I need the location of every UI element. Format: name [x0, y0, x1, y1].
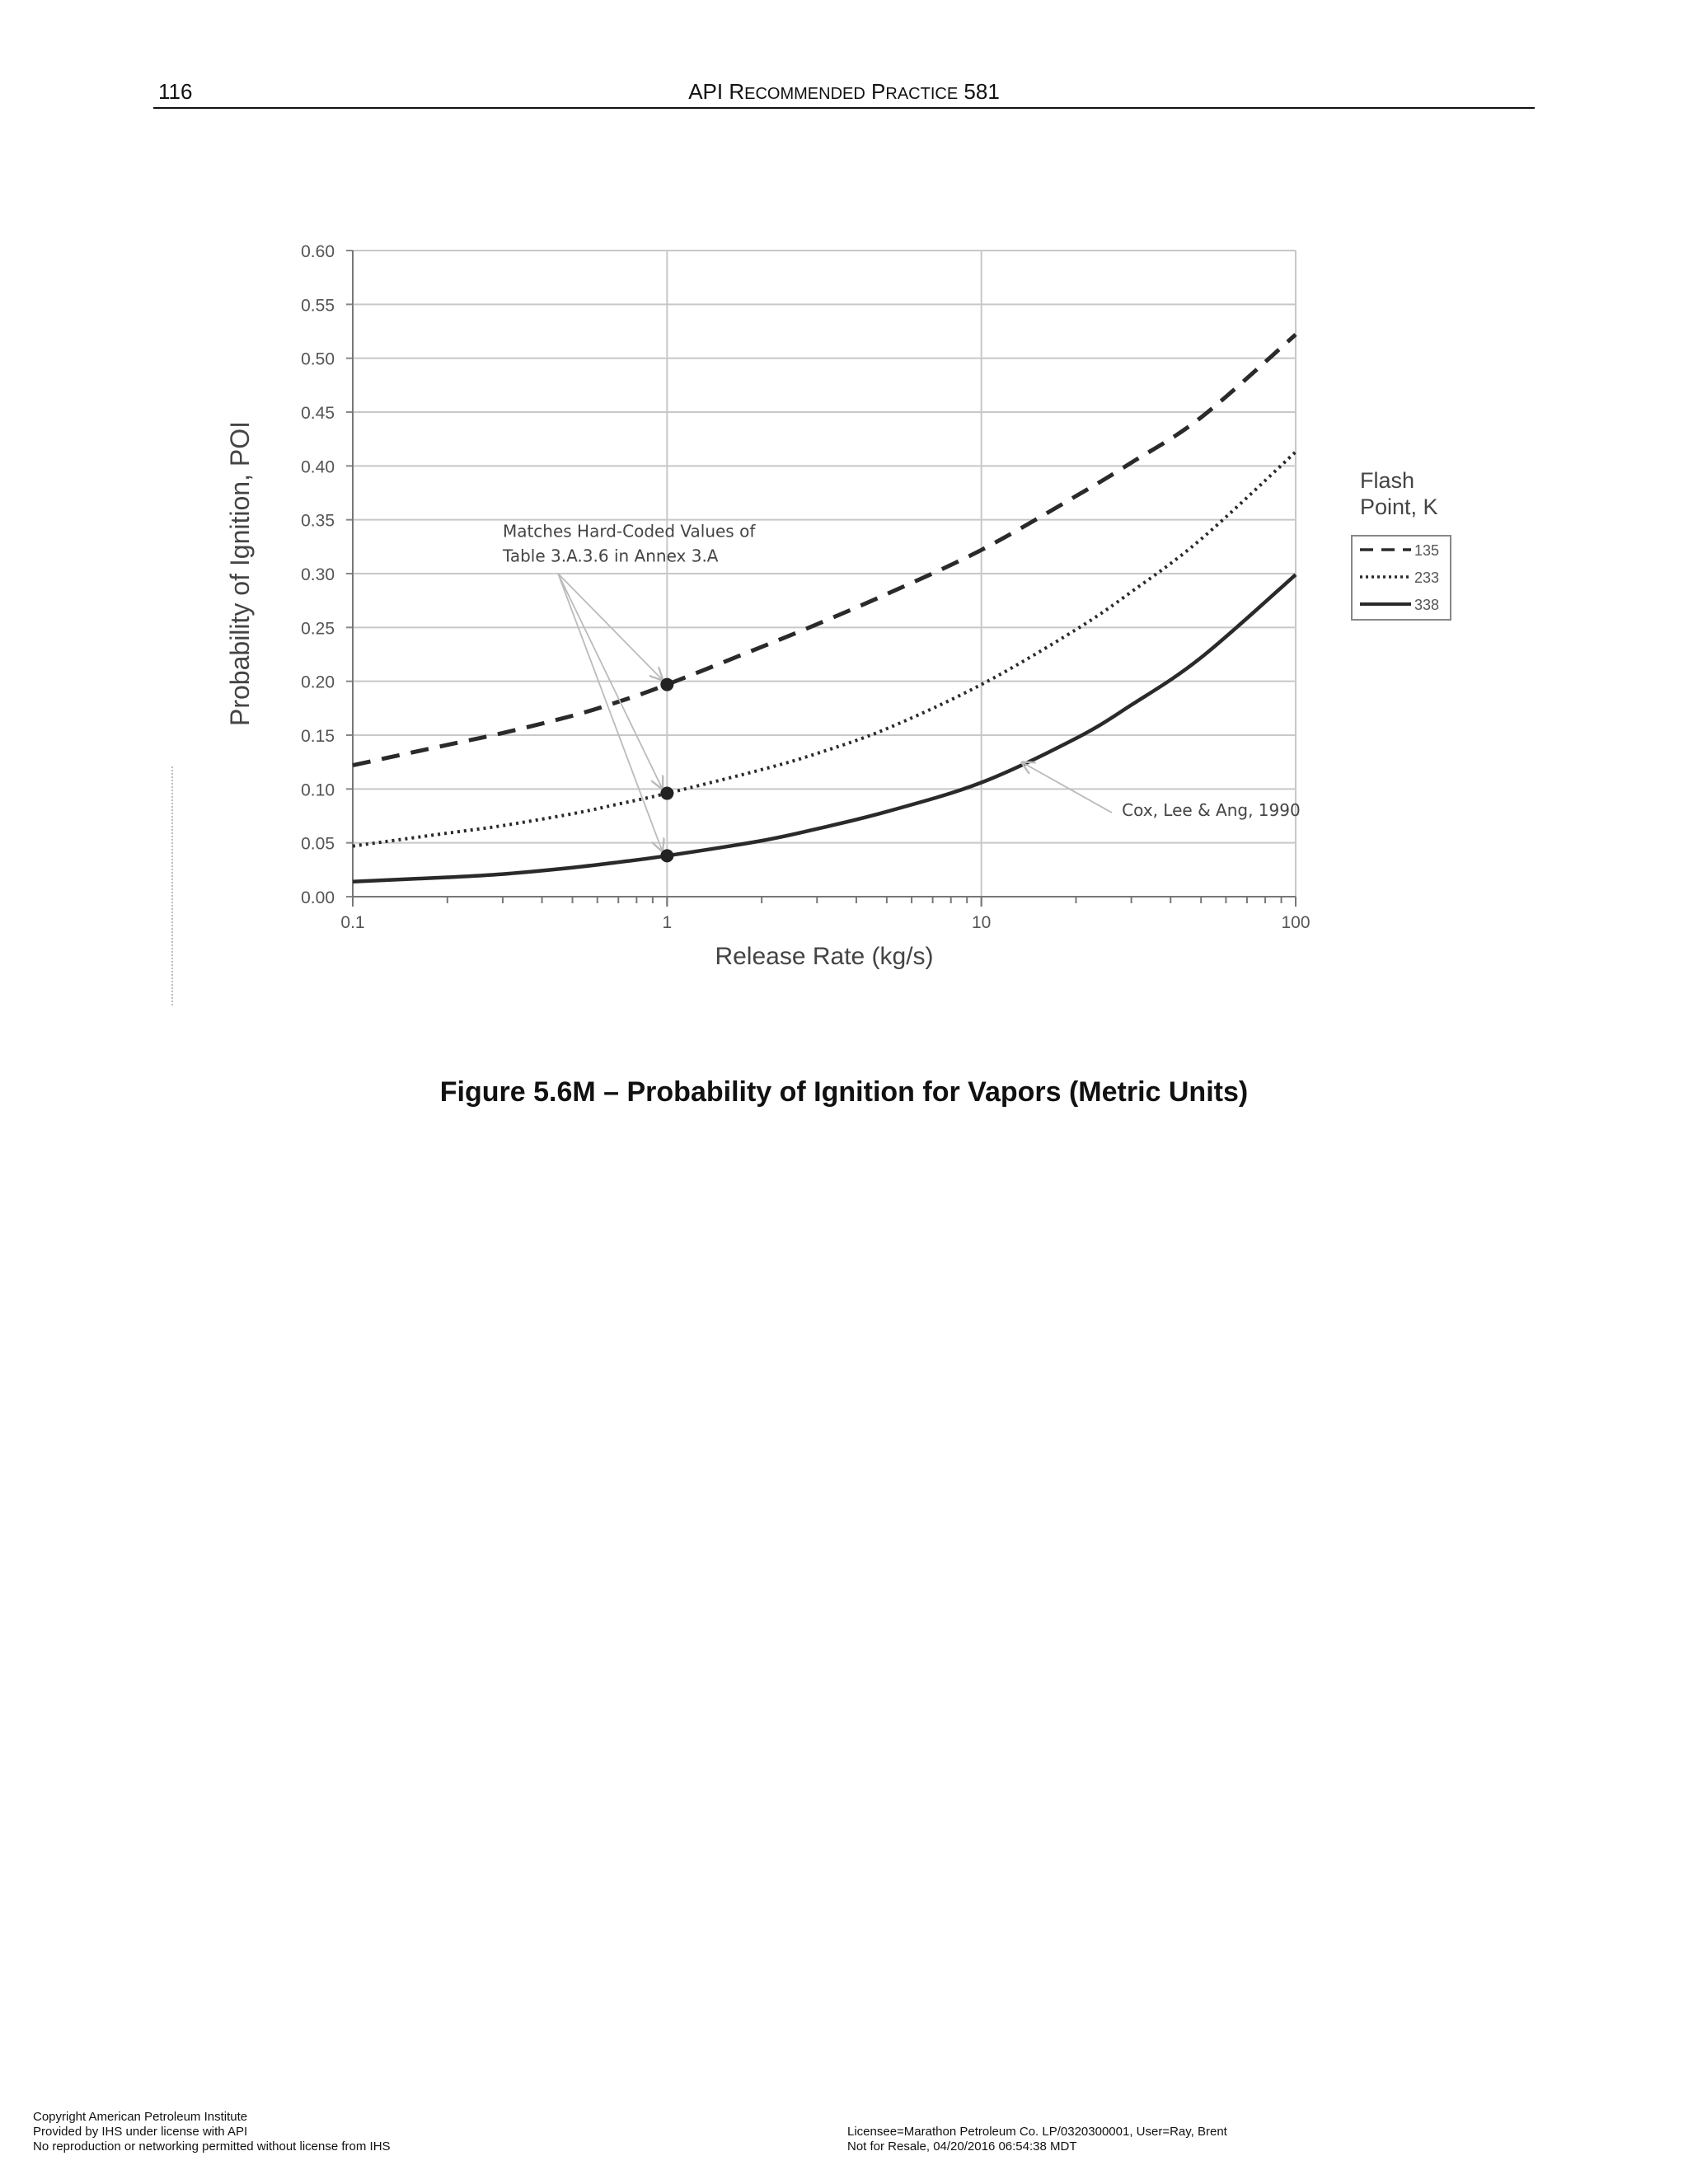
running-header-part: P — [865, 79, 886, 104]
x-tick-label: 0.1 — [340, 913, 365, 932]
page-number: 116 — [158, 79, 193, 104]
data-point-marker — [660, 849, 673, 862]
figure-caption: Figure 5.6M – Probability of Ignition for Vapors (Metric Units) — [439, 1076, 1249, 1108]
y-tick-label: 0.30 — [301, 565, 335, 584]
y-tick-label: 0.20 — [301, 673, 335, 692]
running-header-part: ECOMMENDED — [744, 85, 865, 103]
footer-copyright — [33, 2110, 391, 2154]
x-tick-label: 100 — [1281, 913, 1311, 932]
running-header-part: RACTICE — [885, 85, 959, 103]
y-tick-label: 0.05 — [301, 834, 335, 854]
annotation-arrow — [558, 574, 662, 680]
footer-line: Provided by IHS under license with API — [33, 2125, 248, 2139]
annotation-arrow — [558, 574, 662, 851]
annotation-text: Matches Hard-Coded Values of — [502, 521, 756, 541]
y-tick-label: 0.60 — [301, 242, 335, 261]
annotation-arrow — [1022, 762, 1112, 813]
series-line-233 — [353, 452, 1296, 846]
x-tick-label: 10 — [971, 913, 992, 932]
y-tick-label: 0.50 — [301, 349, 335, 369]
series-line-338 — [353, 574, 1296, 881]
running-header-part: 581 — [958, 79, 1000, 104]
data-point-marker — [660, 678, 673, 691]
y-tick-label: 0.35 — [301, 511, 335, 531]
y-tick-label: 0.40 — [301, 457, 335, 477]
y-tick-label: 0.55 — [301, 296, 335, 316]
footer-line: Not for Resale, 04/20/2016 06:54:38 MDT — [847, 2139, 1077, 2154]
legend-title: Flash — [1360, 468, 1415, 493]
y-tick-label: 0.00 — [301, 888, 335, 907]
footer-line: Licensee=Marathon Petroleum Co. LP/0320300001, User=Ray, Brent — [847, 2125, 1227, 2139]
y-tick-label: 0.45 — [301, 404, 335, 423]
x-axis-label: Release Rate (kg/s) — [715, 943, 934, 970]
annotation-text: Cox, Lee & Ang, 1990 — [1122, 800, 1301, 820]
legend-label: 135 — [1414, 542, 1440, 559]
y-tick-label: 0.10 — [301, 780, 335, 800]
legend-label: 338 — [1414, 597, 1440, 613]
y-tick-label: 0.15 — [301, 727, 335, 746]
y-tick-label: 0.25 — [301, 619, 335, 639]
y-axis-label: Probability of Ignition, POI — [225, 421, 255, 726]
footer-line: No reproduction or networking permitted without license from IHS — [33, 2139, 391, 2154]
running-header-part: API R — [688, 79, 745, 104]
legend-label: 233 — [1414, 569, 1440, 586]
x-tick-label: 1 — [662, 913, 673, 932]
series-line-135 — [353, 335, 1296, 766]
data-point-marker — [660, 787, 673, 800]
probability-of-ignition-chart — [0, 0, 1688, 1038]
annotation-text: Table 3.A.3.6 in Annex 3.A — [502, 546, 719, 566]
legend-title: Point, K — [1360, 494, 1438, 519]
footer-license — [847, 2125, 1227, 2154]
footer-line: Copyright American Petroleum Institute — [33, 2110, 248, 2124]
